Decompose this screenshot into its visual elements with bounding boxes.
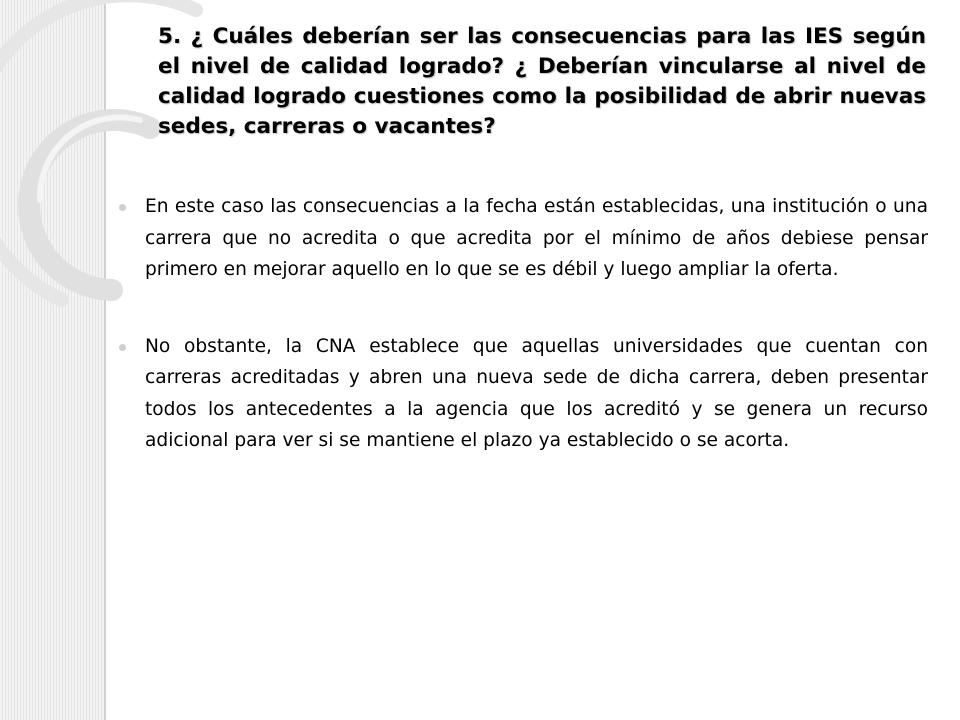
slide-title: 5. ¿ Cuáles deberían ser las consecuencias para las IES según el nivel de calidad logrado? ¿ Deberían vincularse al nivel de calidad logrado cuestiones como la posibilidad de abrir nuevas sedes, carreras o vacantes? [158, 24, 926, 139]
bullet-dot-icon [119, 344, 126, 351]
list-item [118, 331, 928, 457]
bullet-text: En este caso las consecuencias a la fecha están establecidas, una institución o una carrera que no acredita o que acredita por el mínimo de años debiese pensar primero en mejorar aquello en lo que se es débil y luego ampliar la oferta. [145, 196, 928, 280]
bullet-text: No obstante, la CNA establece que aquellas universidades que cuentan con carreras acreditadas y abren una nueva sede de dicha carrera, deben presentar todos los antecedentes a la agencia que los acreditó y se genera un recurso adicional para ver si se mantiene el plazo ya establecido o se acorta. [145, 335, 928, 451]
list-item [118, 191, 928, 286]
bullet-dot-icon [119, 204, 126, 211]
bullet-list [118, 191, 928, 502]
